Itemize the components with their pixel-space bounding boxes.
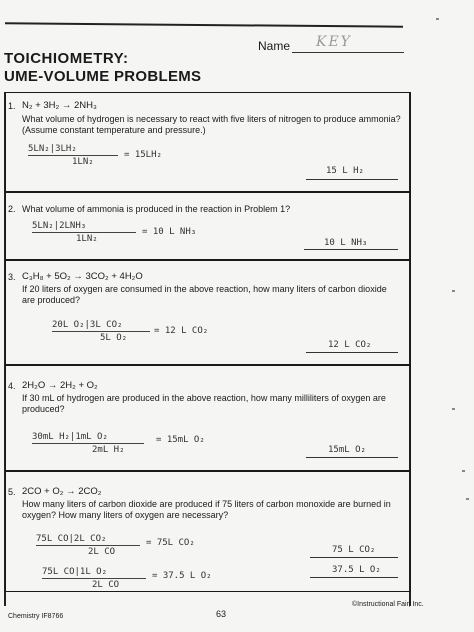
- problem-5-work1-bottom: 2L CO: [88, 547, 116, 557]
- problem-4-work-result: = 15mL O₂: [156, 435, 205, 445]
- problem-3-box: [5, 259, 411, 366]
- problem-3-answer: 12 L CO₂: [328, 340, 372, 350]
- problem-4-question: If 30 mL of hydrogen are produced in the above reaction, how many milliliters of oxygen are produced?: [22, 393, 386, 414]
- problem-4-equation: 2H₂O → 2H₂ + O₂: [22, 380, 98, 391]
- problem-1-work-result: = 15LH₂: [124, 150, 162, 160]
- scan-mark: [466, 498, 469, 500]
- problem-3-number: 3.: [8, 272, 16, 282]
- problem-1-work-top: 5LN₂|3LH₂: [28, 144, 77, 154]
- problem-2-box: [5, 191, 411, 261]
- scan-mark: [452, 290, 455, 292]
- problem-1-work-bar: [28, 155, 118, 156]
- problem-2-number: 2.: [8, 204, 16, 214]
- problem-2-work-bottom: 1LN₂: [76, 234, 98, 244]
- problem-2-work-bar: [32, 232, 136, 233]
- problem-5-question: How many liters of carbon dioxide are produced if 75 liters of carbon monoxide are burned in oxygen? How many liters of oxygen are necessary?: [22, 499, 391, 520]
- name-value: KEY: [316, 34, 352, 50]
- problem-4-work-bar: [32, 443, 144, 444]
- problem-5-work2-top: 75L CO|1L O₂: [42, 567, 108, 577]
- problem-3-equation: C₃H₈ + 5O₂ → 3CO₂ + 4H₂O: [22, 271, 143, 282]
- problem-5-answer-2: 37.5 L O₂: [332, 565, 381, 575]
- problem-3-work-top: 20L O₂|3L CO₂: [52, 320, 123, 330]
- problem-5-answer-2-line: [310, 577, 398, 578]
- problem-4-answer-line: [306, 457, 398, 458]
- problem-3-question: If 20 liters of oxygen are consumed in the above reaction, how many liters of carbon dioxide are produced?: [22, 284, 387, 305]
- problem-2-work-top: 5LN₂|2LNH₃: [32, 221, 87, 231]
- problem-4-number: 4.: [8, 381, 16, 391]
- problem-5-answer-1-line: [310, 557, 398, 558]
- problem-3-answer-line: [306, 352, 398, 353]
- problem-2-work-result: = 10 L NH₃: [142, 227, 197, 237]
- problem-1-number: 1.: [8, 101, 16, 111]
- problem-4-answer: 15mL O₂: [328, 445, 366, 455]
- problem-5-equation: 2CO + O₂ → 2CO₂: [22, 486, 102, 497]
- problem-1-work-bottom: 1LN₂: [72, 157, 94, 167]
- problem-5-work2-bottom: 2L CO: [92, 580, 120, 590]
- worksheet-subtitle: UME-VOLUME PROBLEMS: [4, 68, 202, 85]
- problem-1-equation: N₂ + 3H₂ → 2NH₃: [22, 100, 97, 111]
- problem-5-work2-bar: [42, 578, 146, 579]
- problem-5-answer-1: 75 L CO₂: [332, 545, 376, 555]
- problem-1-box: [5, 92, 411, 193]
- problem-5-work1-bar: [36, 545, 140, 546]
- problem-1-question: What volume of hydrogen is necessary to react with five liters of nitrogen to produce ammonia? (Assume constant temperature and pressure.): [22, 114, 401, 135]
- scan-mark: [436, 18, 439, 20]
- scan-mark: [462, 470, 465, 472]
- problem-5-box: [5, 470, 411, 592]
- problem-4-work-bottom: 2mL H₂: [92, 445, 125, 455]
- problem-2-answer: 10 L NH₃: [324, 238, 368, 248]
- name-underline: [292, 52, 404, 53]
- footer-page-number: 63: [216, 609, 227, 619]
- scan-mark: [452, 408, 455, 410]
- problem-3-work-bar: [52, 331, 150, 332]
- footer-publisher: ©Instructional Fair, Inc.: [352, 601, 424, 608]
- name-label: Name: [258, 39, 291, 53]
- problem-4-work-top: 30mL H₂|1mL O₂: [32, 432, 108, 442]
- problem-2-question: What volume of ammonia is produced in the reaction in Problem 1?: [22, 204, 291, 214]
- problem-4-box: [5, 364, 411, 472]
- problem-5-number: 5.: [8, 487, 16, 497]
- problem-3-work-result: = 12 L CO₂: [154, 326, 209, 336]
- problem-1-answer-line: [306, 179, 398, 180]
- problem-2-answer-line: [304, 249, 398, 250]
- top-rule: [5, 22, 403, 27]
- problem-3-work-bottom: 5L O₂: [100, 333, 128, 343]
- problem-1-answer: 15 L H₂: [326, 166, 364, 176]
- footer-book-code: Chemistry IF8766: [8, 613, 64, 620]
- problem-5-work1-result: = 75L CO₂: [146, 538, 195, 548]
- worksheet-title: TOICHIOMETRY:: [4, 50, 129, 67]
- problem-5-work1-top: 75L CO|2L CO₂: [36, 534, 107, 544]
- problem-5-work2-result: = 37.5 L O₂: [152, 571, 212, 581]
